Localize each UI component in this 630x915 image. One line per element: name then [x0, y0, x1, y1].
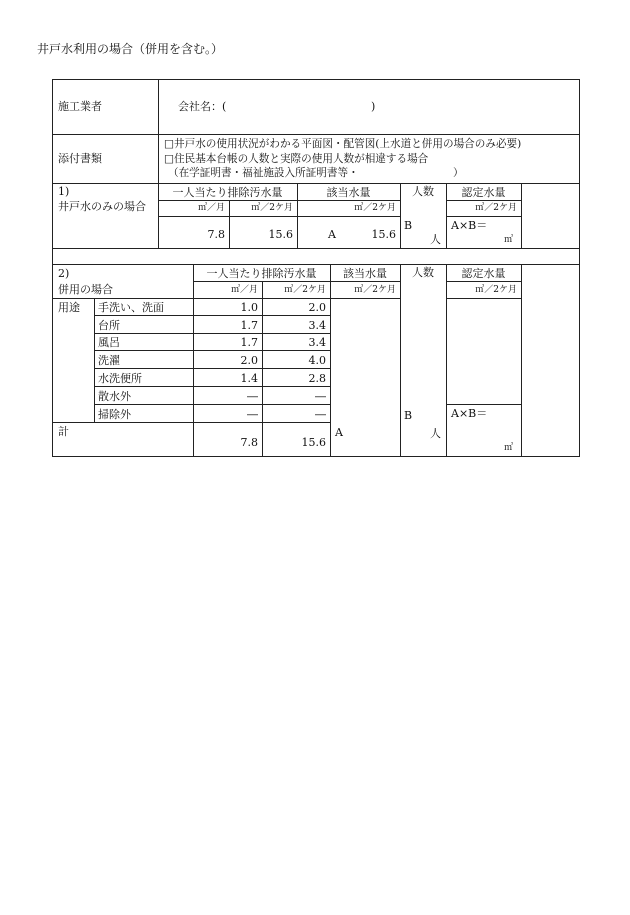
section2-label: 併用の場合	[58, 283, 113, 296]
usage-month: 1.0	[240, 301, 258, 314]
section2-marker-b: B	[404, 409, 413, 422]
section2-header-target: 該当水量	[343, 267, 387, 280]
total-label: 計	[58, 425, 69, 438]
usage-2month: 3.4	[308, 319, 326, 332]
section1-marker-b: B	[404, 219, 413, 232]
section1-unit-cert: ㎥／2ケ月	[475, 203, 517, 213]
section1-header-per-person: 一人当たり排除汚水量	[172, 186, 283, 199]
attachment-certificate-note: （在学証明書・福祉施設入所証明書等・	[168, 167, 359, 179]
usage-month: 1.4	[240, 372, 258, 385]
usage-name: 手洗い、洗面	[98, 301, 164, 314]
section2-header-people: 人数	[412, 266, 434, 279]
section1-unit-2month: ㎥／2ケ月	[251, 203, 293, 213]
usage-2month: ―	[315, 408, 326, 421]
attachment-certificate-close: ）	[453, 167, 464, 179]
usage-2month: 4.0	[308, 354, 326, 367]
usage-name: 水洗便所	[98, 372, 142, 385]
usage-month: ―	[247, 408, 258, 421]
usage-month: 2.0	[240, 354, 258, 367]
section2-people-unit[interactable]: 人	[430, 427, 441, 440]
usage-name: 散水外	[98, 390, 131, 403]
section1-unit-target: ㎥／2ケ月	[354, 203, 396, 213]
attachment-checkbox-resident[interactable]: □住民基本台帳の人数と実際の使用人数が相違する場合	[164, 153, 429, 165]
section1-label: 井戸水のみの場合	[58, 200, 146, 213]
usage-name: 掃除外	[98, 408, 131, 421]
section1-cert-unit[interactable]: ㎥	[504, 235, 514, 245]
section1-number: 1)	[58, 185, 70, 198]
usage-2month: 2.0	[308, 301, 326, 314]
section2-header-per-person: 一人当たり排除汚水量	[206, 267, 317, 280]
section2-number: 2)	[58, 267, 70, 280]
section1-header-people: 人数	[412, 185, 434, 198]
total-2month: 15.6	[301, 436, 326, 449]
section1-value-target[interactable]: 15.6	[371, 228, 396, 241]
usage-month: ―	[247, 390, 258, 403]
section1-people-unit[interactable]: 人	[430, 233, 441, 246]
usage-2month: 2.8	[308, 372, 326, 385]
section2-formula: A×B＝	[451, 407, 488, 420]
section1-header-target: 該当水量	[326, 186, 371, 199]
section2-unit-target: ㎥／2ケ月	[354, 285, 396, 295]
usage-2month: 3.4	[308, 336, 326, 349]
section1-value-month: 7.8	[207, 228, 225, 241]
usage-month: 1.7	[240, 319, 258, 332]
section1-header-cert: 認定水量	[461, 186, 506, 199]
usage-label: 用途	[58, 301, 80, 314]
section2-marker-a[interactable]: A	[335, 426, 343, 439]
section2-cert-unit[interactable]: ㎥	[504, 443, 514, 453]
attachments-label: 添付書類	[58, 152, 102, 165]
section1-value-2month: 15.6	[268, 228, 293, 241]
section2-unit-month: ㎥／月	[230, 285, 258, 295]
company-name-field[interactable]: 会社名：(	[178, 100, 227, 113]
contractor-label: 施工業者	[58, 100, 102, 113]
company-name-close: )	[371, 100, 376, 113]
page-title: 井戸水利用の場合（併用を含む。）	[37, 42, 224, 56]
total-month: 7.8	[240, 436, 258, 449]
usage-2month: ―	[315, 390, 326, 403]
section1-marker-a: A	[328, 228, 336, 241]
section2-unit-2month: ㎥／2ケ月	[284, 285, 326, 295]
usage-name: 風呂	[98, 336, 120, 349]
section2-unit-cert: ㎥／2ケ月	[475, 285, 517, 295]
usage-month: 1.7	[240, 336, 258, 349]
attachment-checkbox-plan[interactable]: □井戸水の使用状況がわかる平面図・配管図(上水道と併用の場合のみ必要)	[164, 138, 522, 150]
usage-name: 洗濯	[98, 354, 120, 367]
section1-formula: A×B＝	[451, 219, 488, 232]
section2-header-cert: 認定水量	[461, 267, 506, 280]
section1-unit-month: ㎥／月	[197, 203, 225, 213]
usage-name: 台所	[98, 319, 120, 332]
